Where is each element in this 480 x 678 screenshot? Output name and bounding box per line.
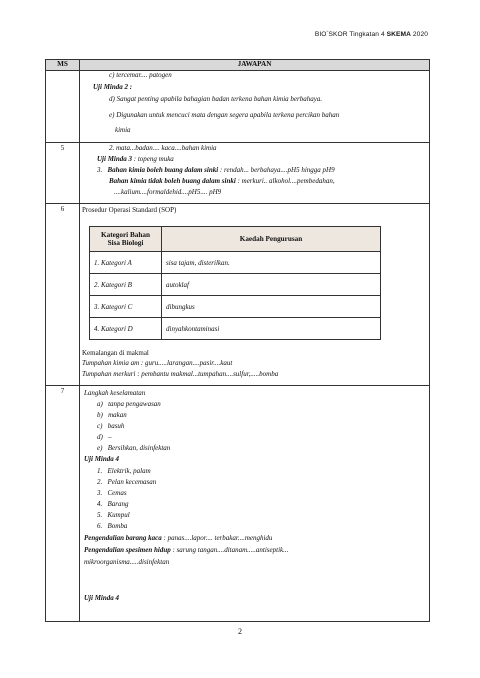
kategori-cell: 4. Kategori D [90, 318, 162, 340]
text-span: : merkuri.. alkohol....pembedahan, [235, 177, 335, 185]
list-item [97, 478, 156, 486]
kategori-cell: 2. Kategori B [90, 274, 162, 296]
text-line: c) tercemar.... patogen [109, 71, 172, 79]
list-item [97, 500, 129, 508]
ms-cell: 5 [46, 143, 80, 204]
list-item [97, 422, 124, 430]
item-text: makan [108, 411, 127, 419]
page-header [315, 29, 428, 38]
list-item [97, 433, 112, 441]
kaedah-cell: dibungkus [162, 296, 381, 318]
list-item [97, 444, 170, 452]
ms-cell: 6 [46, 204, 80, 386]
text-line [109, 177, 335, 185]
item-text: tanpa pengawasan [108, 400, 161, 408]
item-text: Elektrik, palam [107, 467, 151, 475]
subheading: Kemalangan di makmal [82, 349, 149, 357]
kaedah-cell: sisa tajam, disterilkan. [162, 252, 381, 274]
text-line: d) Sangat penting apabila bahagian badan terkena bahan kimia berbahaya. [109, 95, 323, 103]
table-row [90, 318, 381, 340]
list-item [97, 467, 151, 475]
text-span: : sarung tangan....ditanam.....antiseptik... [170, 546, 289, 554]
item-text: Kumpul [107, 511, 130, 519]
uji-minda-heading: Uji Minda 4 [84, 594, 120, 602]
item-text: Bersihkan, disinfektan [107, 444, 171, 452]
item-text: basuh [107, 422, 125, 430]
text-span: : panas....lapor.... terbakar....menghidu [161, 534, 273, 542]
answer-cell [80, 386, 430, 622]
text-line: 2. mata...badan.... kaca....bahan kimia [109, 144, 217, 152]
kaedah-cell: autoklaf [162, 274, 381, 296]
text-span: : rendah... berbahaya....pH5 hingga pH9 [218, 166, 335, 174]
item-text: Bomba [107, 522, 128, 530]
item-text: Cemas [107, 489, 127, 497]
row-continued [46, 71, 430, 143]
bold-label: Bahan kimia boleh buang dalam sinki [107, 166, 219, 174]
item-marker: 6. [97, 522, 103, 530]
text-line: kimia [115, 126, 131, 134]
text-line [84, 534, 272, 542]
item-marker: 1. [97, 467, 103, 475]
item-marker: b) [97, 411, 103, 419]
kategori-cell: 1. Kategori A [90, 252, 162, 274]
item-marker: a) [97, 400, 103, 408]
row-5 [46, 143, 430, 204]
table-row [90, 274, 381, 296]
kaedah-cell: dinyahkontaminasi [162, 318, 381, 340]
answer-cell [80, 204, 430, 386]
item-text: Pelan kecemasan [107, 478, 157, 486]
text-line: ....kalium....formaldehid....pH5.... pH9 [114, 188, 222, 196]
item-number: 3. [97, 166, 103, 174]
kategori-cell: 3. Kategori C [90, 296, 162, 318]
header-year: 2020 [410, 31, 428, 39]
th-line: Kategori Bahan [101, 231, 150, 239]
subheading: Langkah keselamatan [84, 389, 146, 397]
text-span: : topeng muka [132, 155, 174, 163]
header-skema: SKEMA [386, 31, 411, 39]
bold-label: Pengendalian spesimen hidup [84, 546, 171, 554]
answer-table [45, 59, 430, 622]
table-row [90, 296, 381, 318]
uji-minda-heading: Uji Minda 3 [97, 155, 133, 163]
text-line: Tumpahan merkuri : pembantu makmal...tumpahan....sulfur,.....bomba [82, 370, 279, 378]
item-marker: d) [97, 433, 103, 441]
waste-category-table [89, 226, 381, 340]
uji-minda-heading: Uji Minda 4 [84, 455, 120, 463]
row-6 [46, 204, 430, 386]
header-sup: ^ [326, 29, 329, 34]
item-text: Barang [107, 500, 129, 508]
th-kaedah: Kaedah Pengurusan [162, 227, 381, 252]
list-item [97, 489, 127, 497]
page-number: 2 [238, 627, 242, 636]
item-marker: c) [97, 422, 103, 430]
item-marker: 5. [97, 511, 103, 519]
col-ms: MS [46, 60, 80, 71]
text-line [97, 166, 335, 174]
header-bio: BIO [314, 31, 327, 39]
item-text: – [108, 433, 112, 441]
list-item [97, 411, 127, 419]
text-line: e) Digunakan untuk mencuci mata dengan segera apabila terkena percikan bahan [109, 111, 340, 119]
ms-cell: 7 [46, 386, 80, 622]
list-item [97, 522, 127, 530]
answer-cell [80, 143, 430, 204]
list-item [97, 400, 161, 408]
item-marker: e) [97, 444, 103, 452]
bold-label: Bahan kimia tidak boleh buang dalam sinki [109, 177, 236, 185]
th-kategori [90, 227, 162, 252]
item-marker: 2. [97, 478, 103, 486]
text-line [84, 546, 288, 554]
text-line: mikroorganisma.....disinfektan [84, 558, 170, 566]
text-line [97, 155, 174, 163]
answer-cell [80, 71, 430, 143]
ms-cell [46, 71, 80, 143]
row-7 [46, 386, 430, 622]
item-marker: 3. [97, 489, 103, 497]
bold-label: Pengendalian barang kaca [84, 534, 162, 542]
table-row [90, 252, 381, 274]
header-title: SKOR Tingkatan 4 [328, 31, 387, 39]
list-item [97, 511, 130, 519]
section-title: Prosedur Operasi Standard (SOP) [82, 206, 177, 214]
col-jawapan: JAWAPAN [80, 60, 430, 71]
item-marker: 4. [97, 500, 103, 508]
uji-minda-heading: Uji Minda 2 : [93, 83, 133, 91]
text-line: Tumpahan kimia am : guru.....larangan....pasir....kaut [82, 359, 233, 367]
th-line: Sisa Biologi [107, 239, 144, 247]
